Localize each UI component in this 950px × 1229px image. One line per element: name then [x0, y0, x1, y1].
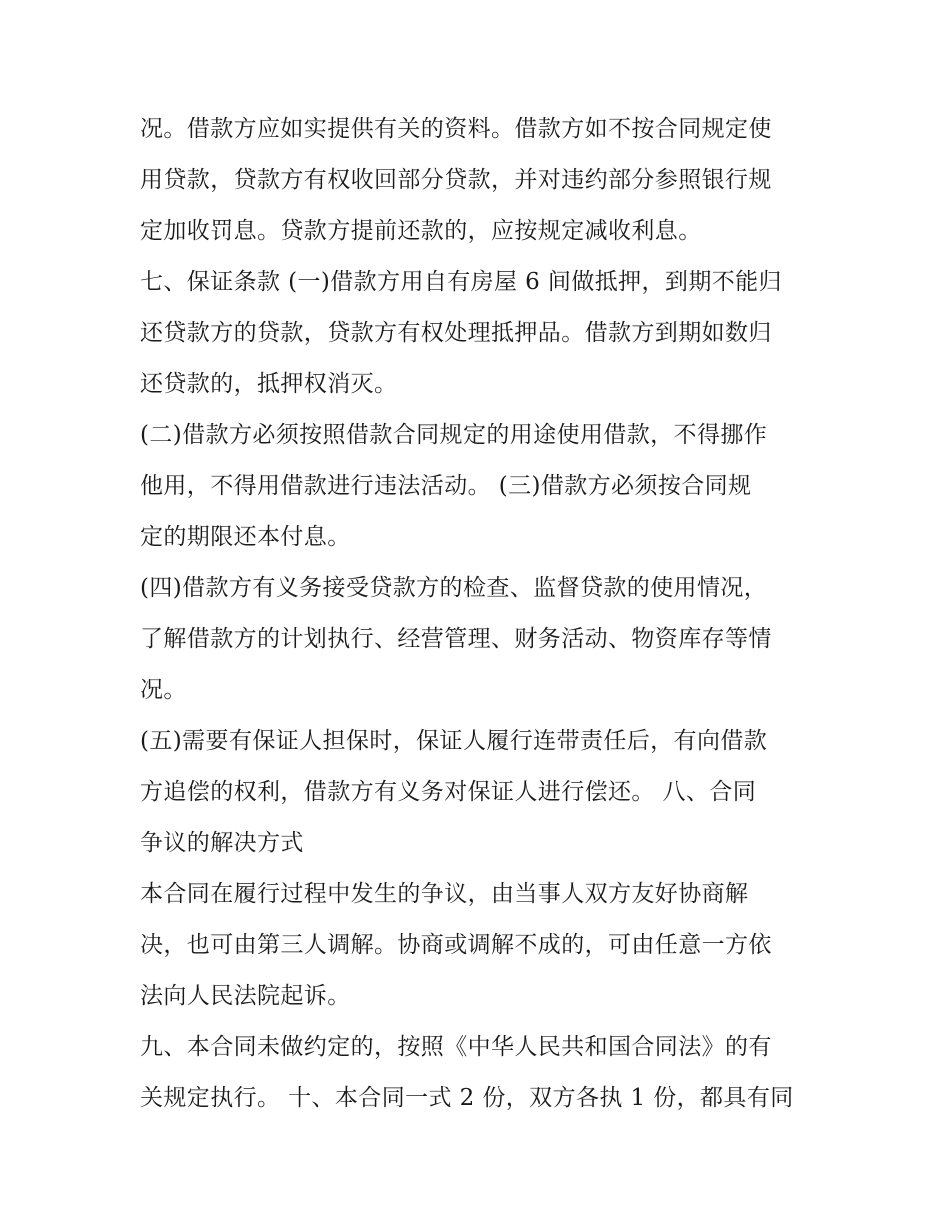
text-line-9: 定的期限还本付息。 [140, 524, 351, 550]
document-body [140, 104, 840, 1124]
text-line-12: 况。 [140, 677, 187, 703]
text-line-11: 了解借款方的计划执行、经营管理、财务活动、物资库存等情 [140, 626, 772, 652]
text-line-1: 况。借款方应如实提供有关的资料。借款方如不按合同规定使 [140, 116, 772, 142]
text-line-5: 还贷款方的贷款，贷款方有权处理抵押品。借款方到期如数归 [140, 320, 772, 346]
text-line-10: (四)借款方有义务接受贷款方的检查、监督贷款的使用情况， [140, 575, 768, 601]
text-line-17: 决，也可由第三人调解。协商或调解不成的，可由任意一方依 [140, 932, 772, 958]
text-line-16: 本合同在履行过程中发生的争议，由当事人双方友好协商解 [140, 881, 749, 907]
text-line-13: (五)需要有保证人担保时，保证人履行连带责任后，有向借款 [140, 728, 768, 754]
text-line-4: 七、保证条款 (一)借款方用自有房屋 6 间做抵押，到期不能归 [140, 269, 782, 295]
text-line-18: 法向人民法院起诉。 [140, 983, 351, 1009]
text-line-19: 九、本合同未做约定的，按照《中华人民共和国合同法》的有 [140, 1034, 772, 1060]
text-line-20: 关规定执行。 十、本合同一式 2 份，双方各执 1 份，都具有同 [140, 1085, 794, 1111]
text-line-3: 定加收罚息。贷款方提前还款的，应按规定减收利息。 [140, 218, 702, 244]
text-line-14: 方追偿的权利，借款方有义务对保证人进行偿还。 八、合同 [140, 779, 757, 805]
text-line-15: 争议的解决方式 [140, 830, 304, 856]
text-line-7: (二)借款方必须按照借款合同规定的用途使用借款，不得挪作 [140, 422, 768, 448]
text-line-6: 还贷款的，抵押权消灭。 [140, 371, 398, 397]
text-line-8: 他用，不得用借款进行违法活动。 (三)借款方必须按合同规 [140, 473, 752, 499]
text-line-2: 用贷款，贷款方有权收回部分贷款，并对违约部分参照银行规 [140, 167, 772, 193]
